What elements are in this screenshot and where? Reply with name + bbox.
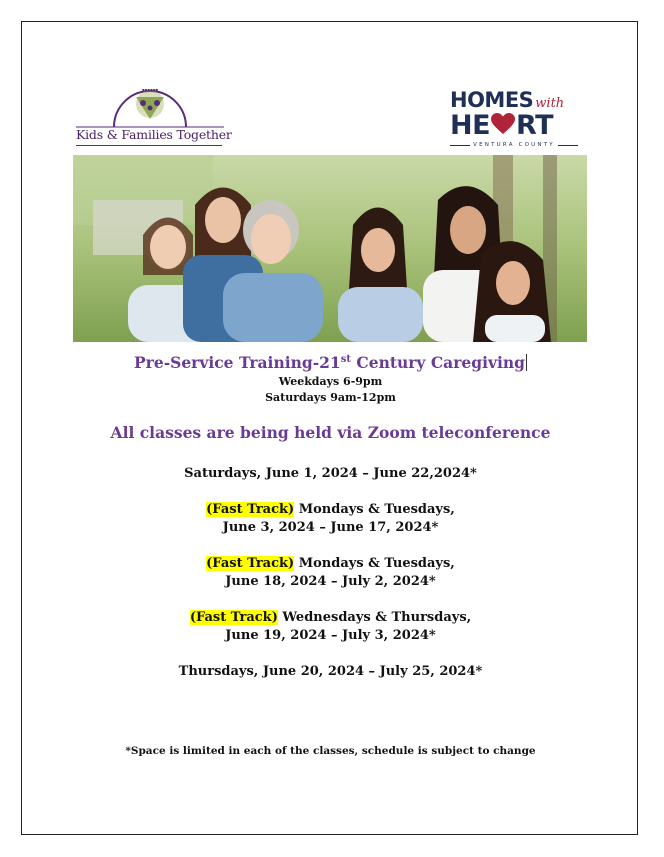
logo-with-text: with (535, 96, 565, 111)
logo-rt-text: RT (516, 110, 554, 141)
kids-families-together-logo (76, 77, 232, 153)
heart-icon (491, 113, 515, 139)
logo-ventura-county-text: VENTURA COUNTY (473, 142, 555, 148)
class-fasttrack-1-days: (Fast Track) Mondays & Tuesdays, (206, 502, 455, 517)
flyer-page (21, 21, 638, 835)
homes-with-heart-logo (450, 88, 578, 154)
family-photo-image (73, 155, 587, 342)
kft-underline (76, 145, 222, 146)
class-fasttrack-2-dates: June 18, 2024 – July 2, 2024* (225, 574, 436, 589)
fast-track-badge: (Fast Track) (206, 502, 295, 517)
saturdays-time: Saturdays 9am-12pm (265, 391, 396, 404)
weekdays-time: Weekdays 6-9pm (278, 375, 383, 388)
fast-track-badge: (Fast Track) (206, 556, 295, 571)
logo-he-text: HE (450, 110, 491, 141)
zoom-notice: All classes are being held via Zoom teleconference (110, 423, 551, 442)
class-fasttrack-3-days: (Fast Track) Wednesdays & Thursdays, (189, 610, 472, 625)
class-fasttrack-1-dates: June 3, 2024 – June 17, 2024* (222, 520, 439, 535)
footnote: *Space is limited in each of the classes, schedule is subject to change (125, 745, 536, 757)
fast-track-badge: (Fast Track) (189, 610, 278, 625)
class-fasttrack-2-days: (Fast Track) Mondays & Tuesdays, (206, 556, 455, 571)
svg-text:▪▪▪▪▪▪: ▪▪▪▪▪▪ (141, 87, 159, 92)
training-title: Pre-Service Training-21st Century Caregiving (134, 353, 525, 372)
kft-emblem-icon (76, 77, 224, 129)
group-photo (73, 155, 587, 342)
kft-logo-text: Kids & Families Together (76, 127, 232, 142)
text-caret (526, 354, 527, 371)
class-thursdays: Thursdays, June 20, 2024 – July 25, 2024* (178, 664, 483, 679)
class-saturdays: Saturdays, June 1, 2024 – June 22,2024* (184, 466, 477, 481)
class-fasttrack-3-dates: June 19, 2024 – July 3, 2024* (225, 628, 436, 643)
logo-homes-text: HOMES (450, 88, 534, 112)
